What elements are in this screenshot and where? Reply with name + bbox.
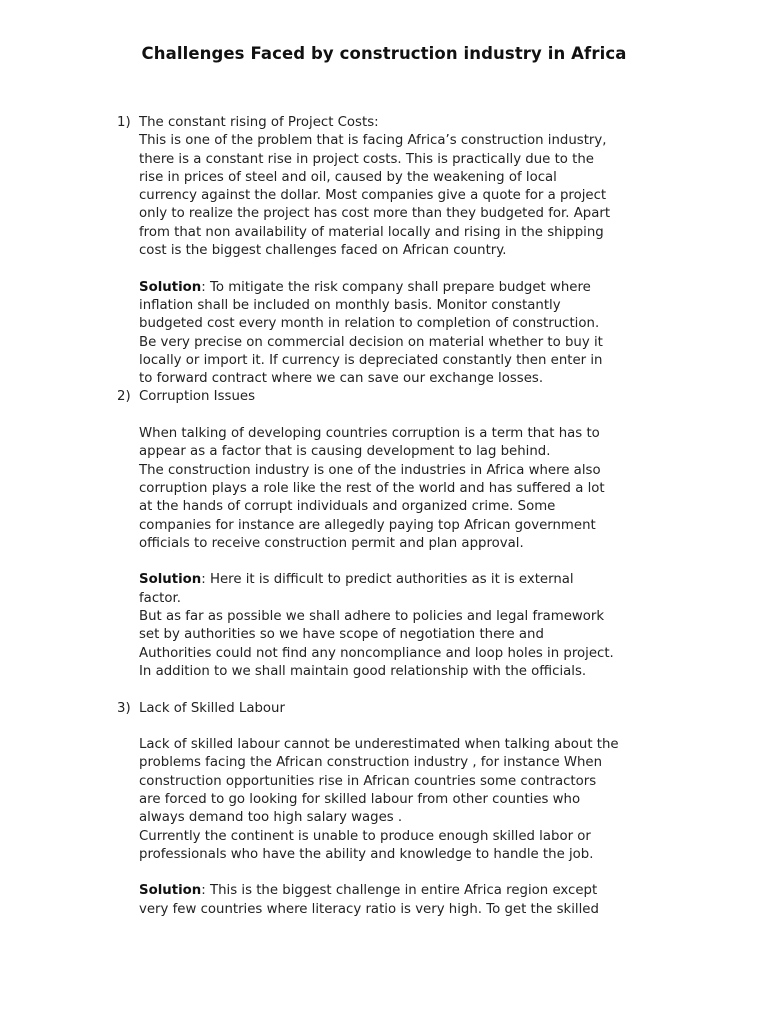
solution-text: : To mitigate the risk company shall prepare budget where inflation shall be included on monthly basis. Monitor constantly budgeted cost every month in relation to completion of construction. Be very precise on commercial decision on material whether to buy it locally or import it. If currency is depreciated constantly then enter in to forward contract where we can save our exchange losses. [139, 279, 603, 387]
list-item [117, 700, 697, 920]
paragraph-spacer [117, 864, 697, 882]
challenge-list [117, 114, 697, 919]
solution-paragraph [139, 279, 697, 389]
item-heading: Corruption Issues [139, 389, 255, 405]
item-body: Lack of skilled labour cannot be underestimated when talking about the problems facing the African construction industry , for instance When construction opportunities rise in African countries some contractors are forced to go looking for skilled labour from other counties who always demand too high salary wages . Currently the continent is unable to produce enough skilled labor or professionals who have the ability and knowledge to handle the job. [139, 737, 619, 862]
solution-text: : This is the biggest challenge in entire Africa region except very few countries where literacy ratio is very high. To get the skilled [139, 883, 599, 917]
paragraph-spacer [117, 718, 697, 736]
document-title: Challenges Faced by construction industry in Africa [141, 44, 627, 63]
solution-label: Solution [139, 279, 202, 295]
item-heading: The constant rising of Project Costs: [139, 115, 379, 130]
item-number: 1) [117, 115, 131, 130]
item-number: 3) [117, 700, 131, 716]
item-body: When talking of developing countries corruption is a term that has to appear as a factor that is causing development to lag behind. The construction industry is one of the industries in Africa where also corruption plays a role like the rest of the world and has suffered a lot at the hands of corrupt individuals and organized crime. Some companies for instance are allegedly paying top African government officials to receive construction permit and plan approval. [139, 426, 605, 551]
list-item [117, 114, 697, 388]
solution-text: : Here it is difficult to predict authorities as it is external factor. But as far as possible we shall adhere to policies and legal framework set by authorities so we have scope of negotiation there and Authorities could not find any noncompliance and loop holes in project. In addition to we shall maintain good relationship with the officials. [139, 572, 614, 679]
solution-paragraph [139, 882, 697, 919]
item-number: 2) [117, 389, 131, 405]
solution-label: Solution [139, 883, 202, 899]
solution-label: Solution [139, 572, 202, 588]
paragraph-spacer [117, 260, 697, 278]
paragraph-spacer [117, 553, 697, 571]
item-heading: Lack of Skilled Labour [139, 700, 285, 716]
paragraph-spacer [117, 407, 697, 425]
paragraph-spacer [117, 681, 697, 699]
solution-paragraph [139, 571, 697, 681]
list-item [117, 388, 697, 699]
item-body: This is one of the problem that is facing Africa’s construction industry, there is a constant rise in project costs. This is practically due to the rise in prices of steel and oil, caused by the weakening of local currency against the dollar. Most companies give a quote for a project only to realize the project has cost more than they budgeted for. Apart from that non availability of material locally and rising in the shipping cost is the biggest challenges faced on African country. [139, 133, 611, 259]
